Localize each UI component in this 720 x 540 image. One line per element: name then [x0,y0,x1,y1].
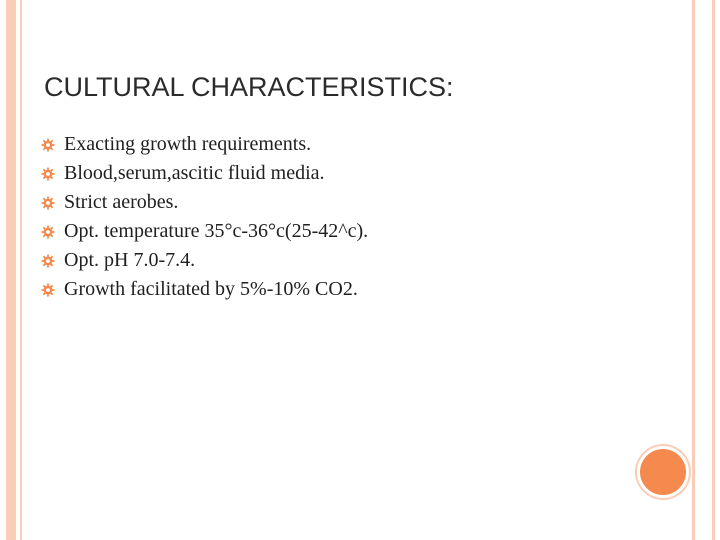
bullet-item [41,217,368,246]
gear-icon [41,225,55,239]
bullet-text: Exacting growth requirements. [64,133,312,155]
gear-icon [41,167,55,181]
slide-title: CULTURAL CHARACTERISTICS: [44,72,454,102]
gear-icon [41,196,55,210]
bullet-list [41,130,368,304]
slide-frame-left-line [20,0,22,540]
bullet-text: Growth facilitated by 5%-10% CO2. [64,278,358,300]
gear-icon [41,138,55,152]
bullet-item [41,246,368,275]
bullet-text: Strict aerobes. [64,191,179,213]
gear-icon [41,254,55,268]
slide-frame-right-edge [712,0,715,540]
bullet-text: Blood,serum,ascitic fluid media. [64,162,325,184]
bullet-item [41,130,368,159]
bullet-text: Opt. temperature 35°c-36°c(25-42^c). [64,220,369,242]
bullet-item [41,159,368,188]
bullet-item [41,275,368,304]
gear-icon [41,283,55,297]
slide-frame-right-line [692,0,695,540]
bullet-item [41,188,368,217]
bullet-text: Opt. pH 7.0-7.4. [64,249,196,271]
decorative-circle [640,449,686,495]
